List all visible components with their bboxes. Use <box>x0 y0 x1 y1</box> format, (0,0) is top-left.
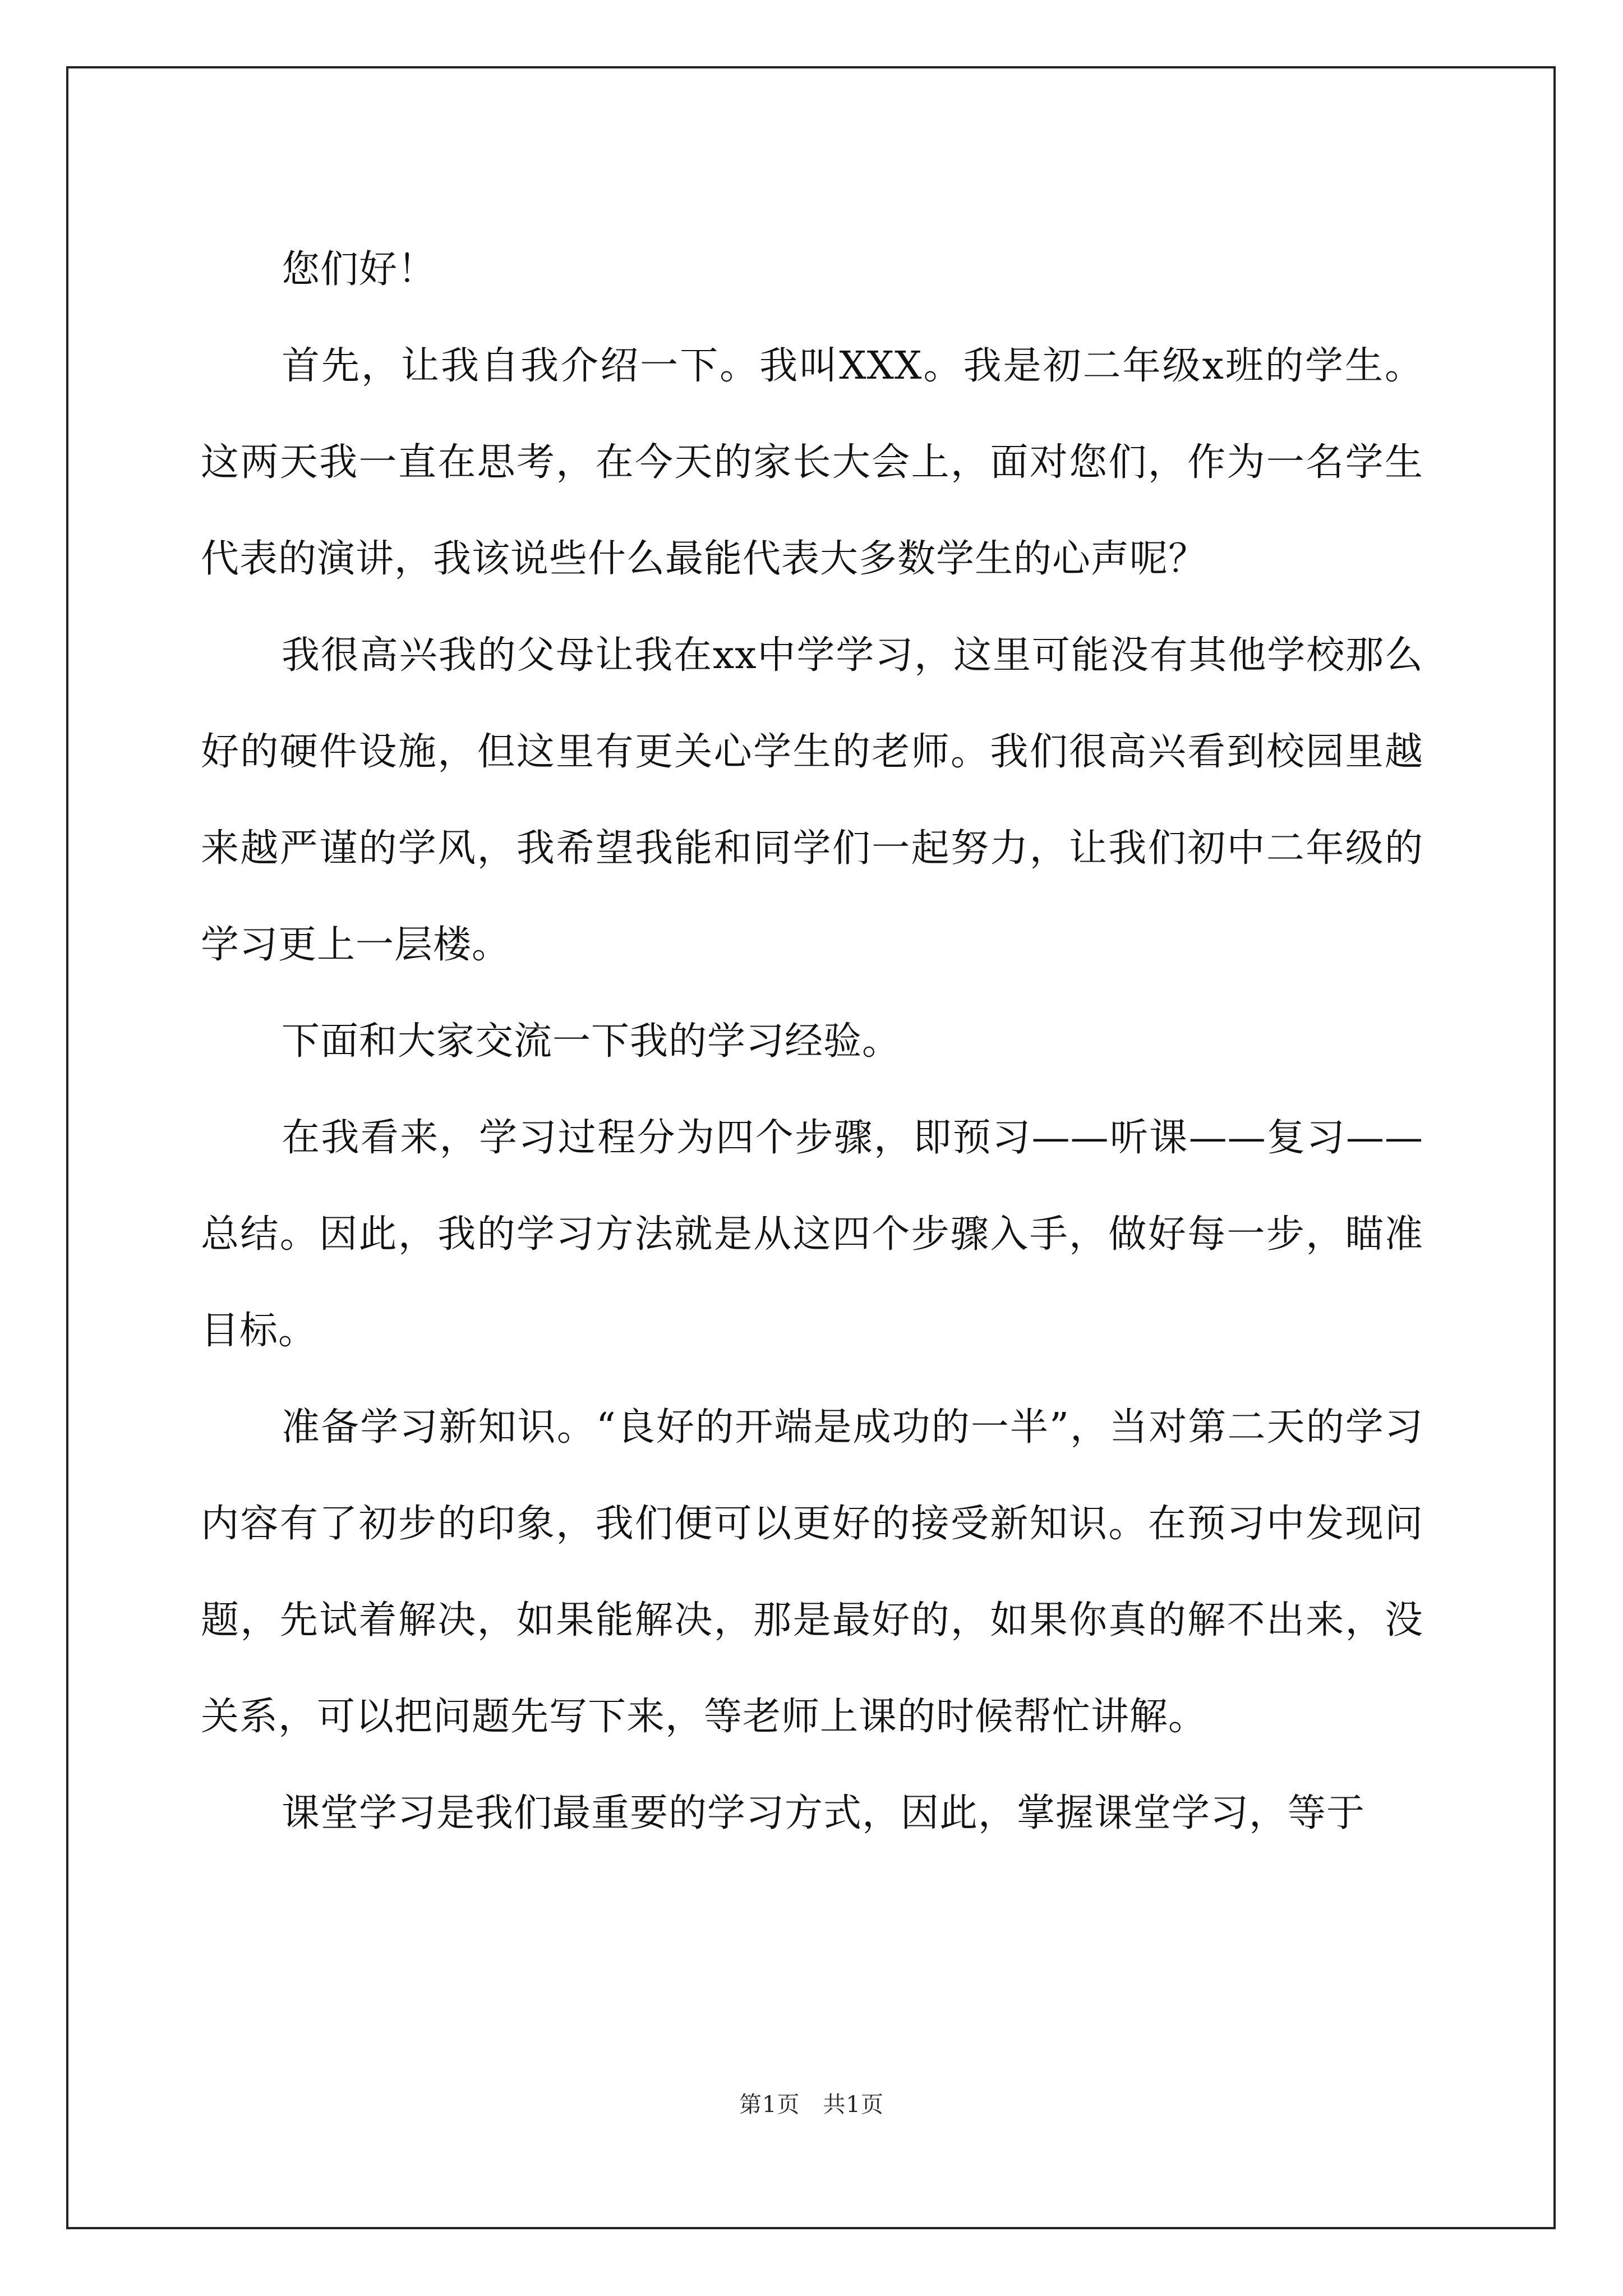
page-number-footer: 第1页 共1页 <box>739 2092 884 2118</box>
classroom-paragraph: 课堂学习是我们最重要的学习方式，因此，掌握课堂学习，等于 <box>282 1791 1366 1835</box>
greeting-paragraph: 您们好！ <box>282 247 437 292</box>
document-body <box>201 222 1423 1862</box>
introduction-paragraph: 首先，让我自我介绍一下。我叫XXX。我是初二年级x班的学生。这两天我一直在思考，在今天的家长大会上，面对您们，作为一名学生代表的演讲，我该说些什么最能代表大多数学生的心声呢？ <box>201 344 1423 581</box>
transition-paragraph: 下面和大家交流一下我的学习经验。 <box>282 1019 901 1064</box>
steps-paragraph: 在我看来，学习过程分为四个步骤，即预习——听课——复习——总结。因此，我的学习方法就是从这四个步骤入手，做好每一步，瞄准目标。 <box>201 1116 1423 1353</box>
school-paragraph: 我很高兴我的父母让我在xx中学学习，这里可能没有其他学校那么好的硬件设施，但这里有更关心学生的老师。我们很高兴看到校园里越来越严谨的学风，我希望我能和同学们一起努力，让我们初中二年级的学习更上一层楼。 <box>201 633 1423 967</box>
preview-paragraph: 准备学习新知识。“良好的开端是成功的一半”，当对第二天的学习内容有了初步的印象，我们便可以更好的接受新知识。在预习中发现问题，先试着解决，如果能解决，那是最好的，如果你真的解不出来，没关系，可以把问题先写下来，等老师上课的时候帮忙讲解。 <box>201 1405 1423 1739</box>
